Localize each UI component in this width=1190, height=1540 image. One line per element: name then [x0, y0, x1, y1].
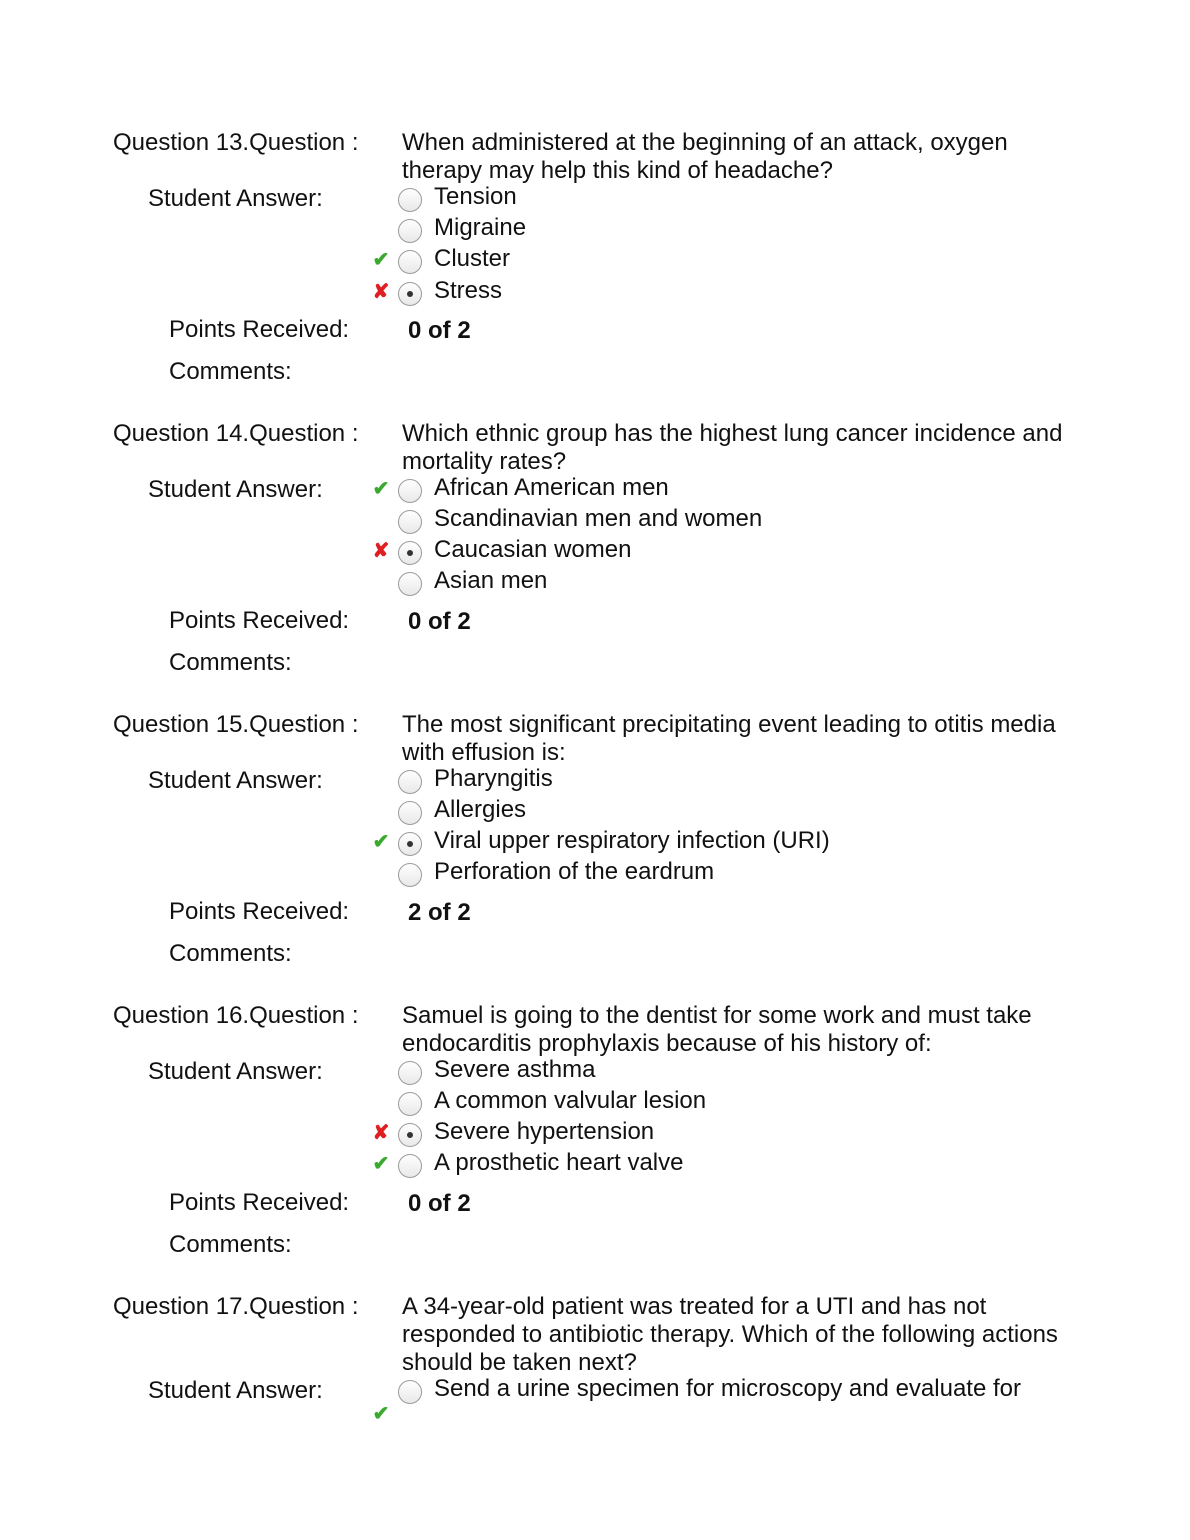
question-label: Question 17.Question :	[113, 1293, 359, 1320]
question-text: The most significant precipitating event leading to otitis media with effusion is:	[402, 711, 1056, 766]
answer-option[interactable]	[370, 1118, 1130, 1149]
answer-option[interactable]	[370, 505, 1130, 536]
option-label: Scandinavian men and women	[434, 505, 763, 532]
comments-label: Comments:	[169, 940, 292, 967]
radio-button[interactable]	[398, 801, 422, 825]
answer-option[interactable]	[370, 567, 1130, 598]
answer-option[interactable]	[370, 214, 1130, 245]
comments-label: Comments:	[169, 649, 292, 676]
correct-check-icon: ✔	[372, 1403, 390, 1425]
answer-option[interactable]	[370, 1375, 1130, 1435]
option-label: Viral upper respiratory infection (URI)	[434, 827, 830, 854]
incorrect-cross-icon: ✘	[372, 281, 390, 303]
radio-button[interactable]	[398, 572, 422, 596]
radio-button-selected[interactable]	[398, 832, 422, 856]
option-label: Tension	[434, 183, 517, 210]
correct-check-icon: ✔	[372, 478, 390, 500]
answer-option[interactable]	[370, 858, 1130, 889]
answer-option[interactable]	[370, 827, 1130, 858]
radio-dot-icon	[407, 550, 413, 556]
radio-button-selected[interactable]	[398, 282, 422, 306]
points-value: 0 of 2	[408, 608, 471, 635]
question-label: Question 14.Question :	[113, 420, 359, 447]
answer-option[interactable]	[370, 796, 1130, 827]
radio-button-selected[interactable]	[398, 1123, 422, 1147]
option-label: Migraine	[434, 214, 527, 241]
option-label: African American men	[434, 474, 669, 501]
option-label: Caucasian women	[434, 536, 632, 563]
radio-dot-icon	[407, 291, 413, 297]
correct-check-icon: ✔	[372, 831, 390, 853]
radio-button[interactable]	[398, 219, 422, 243]
points-received-label: Points Received:	[169, 898, 350, 925]
question-text: Samuel is going to the dentist for some work and must take endocarditis prophylaxis because of his history of:	[402, 1002, 1032, 1057]
radio-button-selected[interactable]	[398, 541, 422, 565]
question-label: Question 16.Question :	[113, 1002, 359, 1029]
points-value: 0 of 2	[408, 1190, 471, 1217]
option-label: Perforation of the eardrum	[434, 858, 715, 885]
incorrect-cross-icon: ✘	[372, 540, 390, 562]
answer-option[interactable]	[370, 277, 1130, 308]
answer-option[interactable]	[370, 1087, 1130, 1118]
radio-button[interactable]	[398, 1061, 422, 1085]
option-label: Pharyngitis	[434, 765, 553, 792]
student-answer-label: Student Answer:	[148, 185, 323, 212]
comments-label: Comments:	[169, 358, 292, 385]
option-label: Stress	[434, 277, 503, 304]
incorrect-cross-icon: ✘	[372, 1122, 390, 1144]
points-received-label: Points Received:	[169, 316, 350, 343]
points-value: 2 of 2	[408, 899, 471, 926]
option-label: Severe asthma	[434, 1056, 596, 1083]
comments-label: Comments:	[169, 1231, 292, 1258]
points-received-label: Points Received:	[169, 1189, 350, 1216]
radio-dot-icon	[407, 1132, 413, 1138]
points-value: 0 of 2	[408, 317, 471, 344]
radio-button[interactable]	[398, 479, 422, 503]
option-label: A common valvular lesion	[434, 1087, 707, 1114]
option-label: Send a urine specimen for microscopy and evaluate for	[434, 1375, 1021, 1402]
option-label: Allergies	[434, 796, 527, 823]
correct-check-icon: ✔	[372, 1153, 390, 1175]
answer-option[interactable]	[370, 183, 1130, 214]
answer-option[interactable]	[370, 245, 1130, 276]
option-label: Severe hypertension	[434, 1118, 655, 1145]
option-label: Asian men	[434, 567, 548, 594]
student-answer-label: Student Answer:	[148, 476, 323, 503]
radio-button[interactable]	[398, 863, 422, 887]
student-answer-label: Student Answer:	[148, 1058, 323, 1085]
question-label: Question 15.Question :	[113, 711, 359, 738]
option-label: A prosthetic heart valve	[434, 1149, 684, 1176]
student-answer-label: Student Answer:	[148, 767, 323, 794]
answer-option[interactable]	[370, 1149, 1130, 1180]
student-answer-label: Student Answer:	[148, 1377, 323, 1404]
radio-button[interactable]	[398, 1092, 422, 1116]
question-text: When administered at the beginning of an attack, oxygen therapy may help this kind of headache?	[402, 129, 1008, 184]
radio-button[interactable]	[398, 770, 422, 794]
answer-option[interactable]	[370, 474, 1130, 505]
points-received-label: Points Received:	[169, 607, 350, 634]
radio-button[interactable]	[398, 1380, 422, 1404]
question-text: A 34-year-old patient was treated for a UTI and has not responded to antibiotic therapy. Which of the following actions should be taken next?	[402, 1293, 1058, 1376]
question-label: Question 13.Question :	[113, 129, 359, 156]
correct-check-icon: ✔	[372, 249, 390, 271]
radio-dot-icon	[407, 841, 413, 847]
radio-button[interactable]	[398, 250, 422, 274]
radio-button[interactable]	[398, 188, 422, 212]
radio-button[interactable]	[398, 510, 422, 534]
answer-option[interactable]	[370, 1056, 1130, 1087]
answer-option[interactable]	[370, 765, 1130, 796]
option-label: Cluster	[434, 245, 511, 272]
radio-button[interactable]	[398, 1154, 422, 1178]
question-text: Which ethnic group has the highest lung cancer incidence and mortality rates?	[402, 420, 1063, 475]
answer-option[interactable]	[370, 536, 1130, 567]
